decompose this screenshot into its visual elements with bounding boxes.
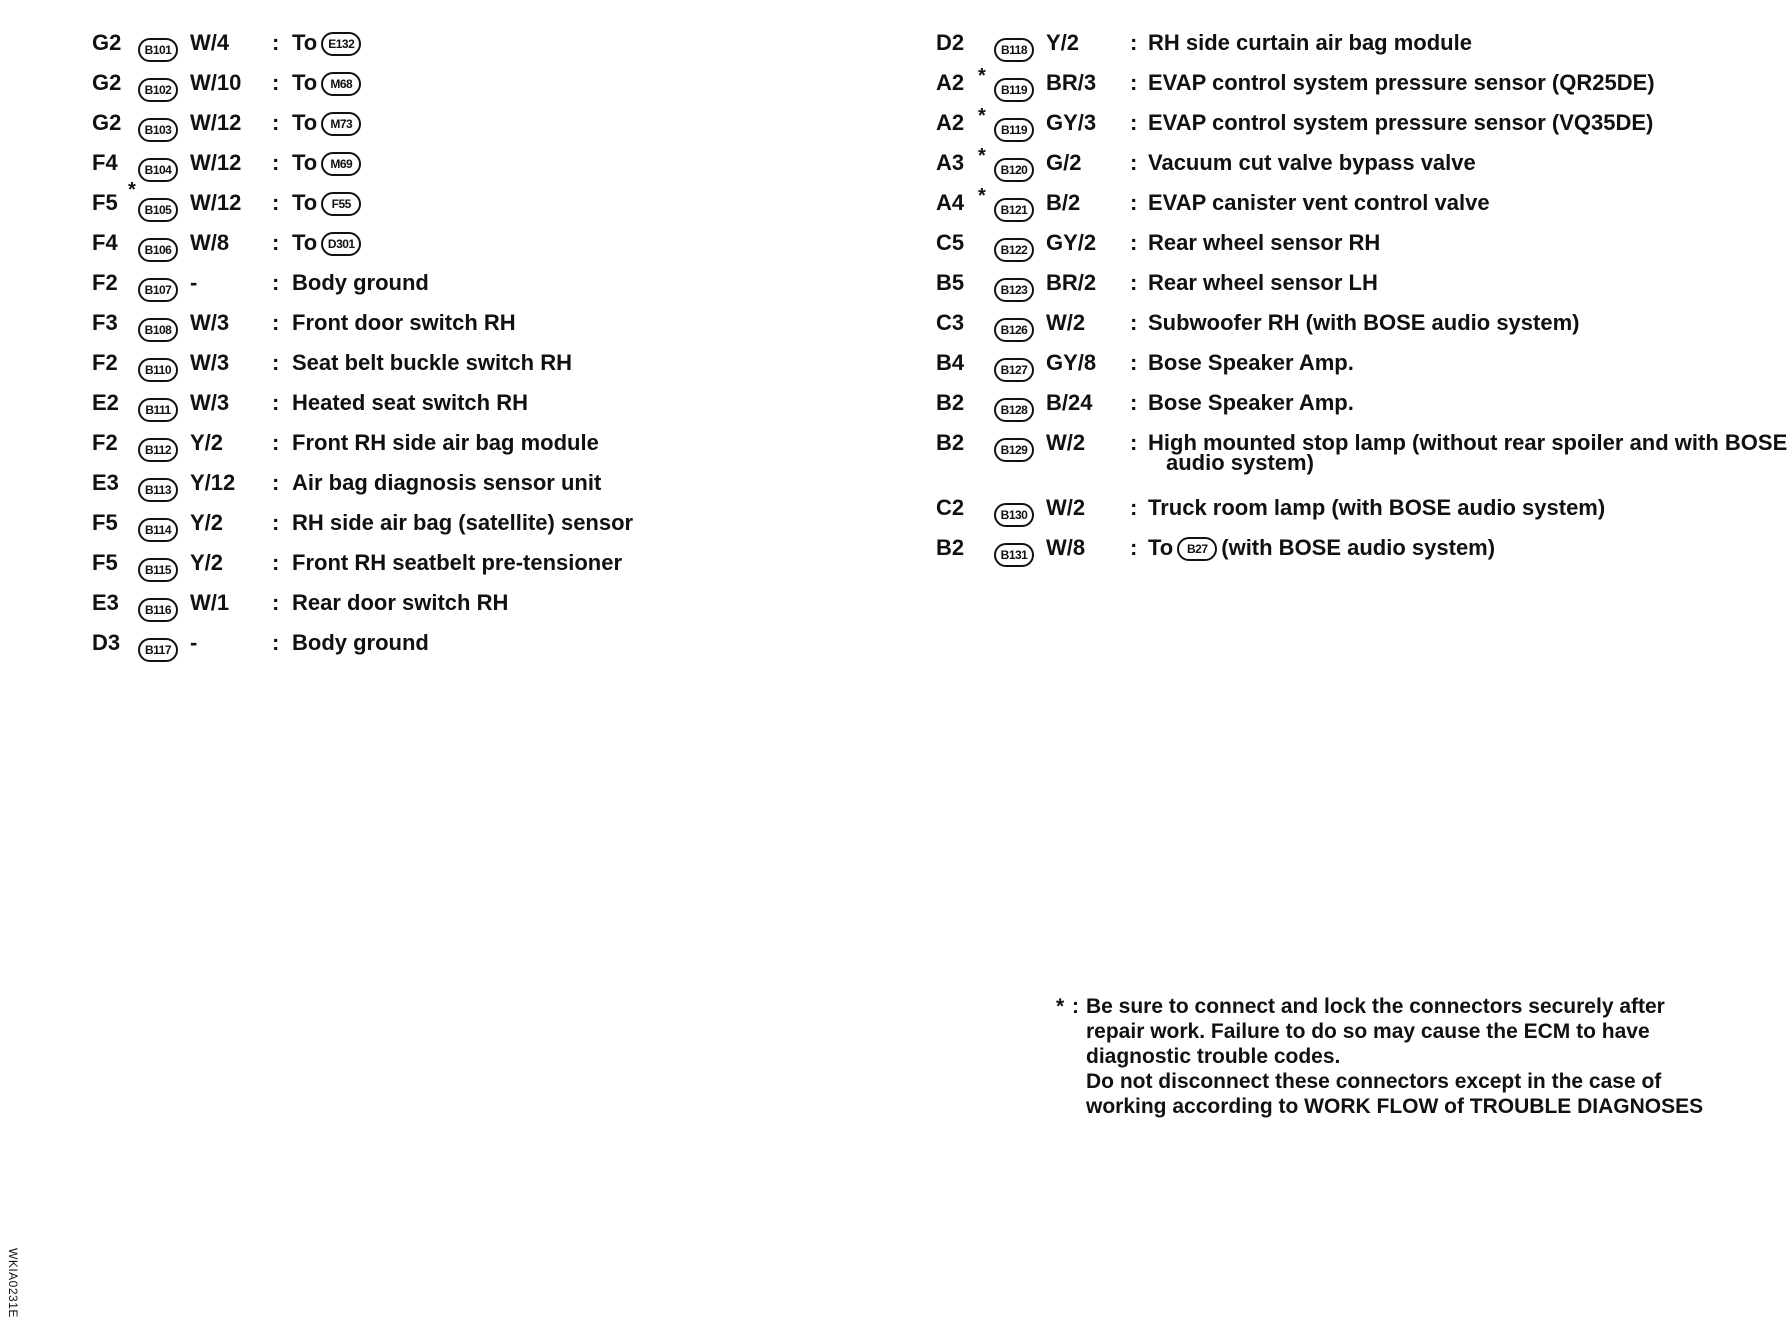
description [292, 584, 508, 622]
colon-separator: : [272, 550, 280, 575]
description-text: RH side curtain air bag module [1148, 30, 1472, 55]
connector-badge: B115 [138, 558, 178, 582]
wire-spec: Y/2 [190, 430, 224, 455]
description [292, 304, 516, 342]
wire-spec: W/2 [1046, 495, 1086, 520]
connector-row [936, 489, 1786, 529]
description [1148, 64, 1655, 102]
target-connector-badge: E132 [321, 32, 361, 56]
connector-row [92, 584, 852, 624]
wire-spec: Y/2 [190, 510, 224, 535]
connector-badge: B120 [994, 158, 1034, 182]
description-text: Bose Speaker Amp. [1148, 350, 1354, 375]
connector-id [138, 110, 178, 148]
description-text: Body ground [292, 270, 429, 295]
colon-separator: : [272, 510, 280, 535]
colon-separator: : [272, 590, 280, 615]
target-connector-badge: D301 [321, 232, 361, 256]
colon-separator: : [272, 190, 280, 215]
wire-spec: - [190, 270, 198, 295]
description-text: Front RH side air bag module [292, 430, 599, 455]
connector-id [138, 350, 178, 388]
connector-id [994, 350, 1034, 388]
colon-separator: : [1130, 150, 1138, 175]
wire-spec: W/8 [190, 230, 230, 255]
wire-spec: BR/2 [1046, 270, 1097, 295]
connector-badge: B113 [138, 478, 178, 502]
wire-spec: W/10 [190, 70, 242, 95]
grid-reference: F4 [92, 230, 118, 255]
colon-separator: : [272, 70, 280, 95]
colon-separator: : [272, 270, 280, 295]
description [292, 624, 429, 662]
description [292, 104, 365, 142]
description-text: EVAP control system pressure sensor (QR25DE) [1148, 70, 1655, 95]
grid-reference: G2 [92, 110, 122, 135]
note-line: Do not disconnect these connectors except in the case of [1086, 1070, 1662, 1093]
connector-row [92, 304, 852, 344]
colon-separator: : [1130, 310, 1138, 335]
colon-separator: : [272, 110, 280, 135]
connector-id [994, 390, 1034, 428]
description [292, 424, 599, 462]
description [1148, 184, 1490, 222]
connector-badge: B102 [138, 78, 178, 102]
grid-reference: E3 [92, 470, 119, 495]
connector-id [138, 70, 178, 108]
wire-spec: Y/2 [190, 550, 224, 575]
colon-separator: : [272, 630, 280, 655]
connector-badge: B110 [138, 358, 178, 382]
connector-row [92, 64, 852, 104]
description [292, 344, 572, 382]
connector-id [994, 150, 1034, 188]
grid-reference: B4 [936, 350, 965, 375]
description-text: Rear door switch RH [292, 590, 509, 615]
connector-badge: B119 [994, 78, 1034, 102]
connector-id [138, 470, 178, 508]
wire-spec: W/12 [190, 150, 242, 175]
colon-separator: : [1130, 230, 1138, 255]
connector-id [994, 110, 1034, 148]
note-line: diagnostic trouble codes. [1086, 1045, 1341, 1068]
description-text: RH side air bag (satellite) sensor [292, 510, 634, 535]
connector-row [936, 224, 1786, 264]
description [1148, 489, 1605, 527]
description [292, 464, 601, 502]
colon-separator: : [1130, 535, 1138, 560]
colon-separator: : [272, 470, 280, 495]
connector-badge: B104 [138, 158, 178, 182]
description [292, 504, 633, 542]
description [1148, 104, 1653, 142]
connector-id [994, 70, 1034, 108]
connector-id [138, 510, 178, 548]
wire-spec: W/2 [1046, 310, 1086, 335]
connector-row [936, 264, 1786, 304]
description-text: Air bag diagnosis sensor unit [292, 470, 602, 495]
connector-row [92, 104, 852, 144]
connector-badge: B122 [994, 238, 1034, 262]
grid-reference: F2 [92, 430, 118, 455]
wire-spec: Y/12 [190, 470, 236, 495]
connector-badge: B127 [994, 358, 1034, 382]
grid-reference: A2 [936, 70, 965, 95]
connector-badge: B105 [138, 198, 178, 222]
grid-reference: F4 [92, 150, 118, 175]
description [1148, 529, 1495, 567]
target-connector-badge: M73 [321, 112, 361, 136]
grid-reference: F2 [92, 270, 118, 295]
colon-separator: : [272, 230, 280, 255]
wire-spec: W/3 [190, 350, 230, 375]
colon-separator: : [1130, 270, 1138, 295]
grid-reference: E2 [92, 390, 119, 415]
description-text: To [292, 150, 318, 175]
connector-badge: B106 [138, 238, 178, 262]
connector-badge: B119 [994, 118, 1034, 142]
description [1148, 264, 1378, 302]
connector-badge: B116 [138, 598, 178, 622]
colon-separator: : [1130, 30, 1138, 55]
connector-badge: B111 [138, 398, 178, 422]
connector-id [138, 430, 178, 468]
grid-reference: E3 [92, 590, 119, 615]
connector-row [936, 424, 1786, 489]
grid-reference: C2 [936, 495, 965, 520]
description-text: Body ground [292, 630, 429, 655]
connector-id [138, 550, 178, 588]
grid-reference: B2 [936, 430, 965, 455]
description-text: Subwoofer RH (with BOSE audio system) [1148, 310, 1580, 335]
lock-star-icon: * [978, 185, 986, 207]
description [1148, 304, 1579, 342]
wire-spec: B/2 [1046, 190, 1081, 215]
grid-reference: B2 [936, 390, 965, 415]
description-text: Rear wheel sensor LH [1148, 270, 1378, 295]
grid-reference: F3 [92, 310, 118, 335]
connector-id [138, 390, 178, 428]
connector-row [92, 504, 852, 544]
connector-badge: B117 [138, 638, 178, 662]
grid-reference: A4 [936, 190, 965, 215]
connector-id [138, 630, 178, 668]
connector-row [936, 64, 1786, 104]
description [292, 264, 429, 302]
connector-list-left [92, 24, 852, 664]
description-text: EVAP canister vent control valve [1148, 190, 1490, 215]
connector-badge: B126 [994, 318, 1034, 342]
grid-reference: F5 [92, 550, 118, 575]
wire-spec: G/2 [1046, 150, 1082, 175]
colon-separator: : [272, 150, 280, 175]
colon-separator: : [272, 30, 280, 55]
connector-id [138, 310, 178, 348]
connector-badge: B129 [994, 438, 1034, 462]
connector-id [994, 310, 1034, 348]
connector-id [994, 30, 1034, 68]
connector-id [994, 190, 1034, 228]
description-text: Truck room lamp (with BOSE audio system) [1148, 495, 1606, 520]
description-text: Seat belt buckle switch RH [292, 350, 572, 375]
description-text: To [292, 190, 318, 215]
wire-spec: W/3 [190, 390, 230, 415]
connector-row [92, 179, 852, 224]
connector-row [92, 224, 852, 264]
connector-badge: B118 [994, 38, 1034, 62]
connector-list-right [936, 24, 1786, 569]
wire-spec: GY/8 [1046, 350, 1097, 375]
connector-badge: B121 [994, 198, 1034, 222]
connector-badge: B130 [994, 503, 1034, 527]
grid-reference: C3 [936, 310, 965, 335]
connector-row [92, 24, 852, 64]
wire-spec: B/24 [1046, 390, 1093, 415]
description-text: To [292, 230, 318, 255]
connector-row [936, 344, 1786, 384]
wire-spec: Y/2 [1046, 30, 1080, 55]
note-text [1086, 994, 1756, 1119]
grid-reference: F2 [92, 350, 118, 375]
description-text: Front door switch RH [292, 310, 516, 335]
connector-badge: B131 [994, 543, 1034, 567]
description [292, 544, 622, 582]
connector-id [994, 495, 1034, 533]
grid-reference: C5 [936, 230, 965, 255]
note-line: Be sure to connect and lock the connectors securely after [1086, 995, 1665, 1018]
note-colon: : [1072, 995, 1079, 1018]
grid-reference: F5 [92, 510, 118, 535]
connector-id [138, 230, 178, 268]
grid-reference: F5 [92, 190, 118, 215]
connector-row [936, 529, 1786, 569]
wire-spec: W/12 [190, 110, 242, 135]
connector-row [936, 144, 1786, 184]
wire-spec: W/8 [1046, 535, 1086, 560]
wire-spec: W/1 [190, 590, 230, 615]
colon-separator: : [1130, 430, 1138, 455]
connector-badge: B114 [138, 518, 178, 542]
connector-badge: B107 [138, 278, 178, 302]
connector-id [994, 535, 1034, 573]
connector-id [138, 270, 178, 308]
description [292, 24, 365, 62]
colon-separator: : [272, 310, 280, 335]
connector-id [994, 270, 1034, 308]
grid-reference: A2 [936, 110, 965, 135]
description-continued: audio system) [1166, 450, 1314, 475]
description-text: EVAP control system pressure sensor (VQ35DE) [1148, 110, 1654, 135]
description [292, 384, 528, 422]
grid-reference: G2 [92, 70, 122, 95]
wire-spec: GY/2 [1046, 230, 1097, 255]
connector-id [138, 30, 178, 68]
description-text: To [292, 70, 318, 95]
connector-row [92, 144, 852, 184]
connector-id [138, 150, 178, 188]
wire-spec: W/4 [190, 30, 230, 55]
description [1148, 144, 1476, 182]
target-connector-badge: M68 [321, 72, 361, 96]
wire-spec: - [190, 630, 198, 655]
grid-reference: A3 [936, 150, 965, 175]
colon-separator: : [272, 390, 280, 415]
lock-star-icon: * [978, 65, 986, 87]
connector-row [92, 464, 852, 504]
connector-row [92, 344, 852, 384]
colon-separator: : [272, 430, 280, 455]
description-text: Front RH seatbelt pre-tensioner [292, 550, 623, 575]
grid-reference: G2 [92, 30, 122, 55]
description-text: To [292, 30, 318, 55]
target-connector-badge: M69 [321, 152, 361, 176]
colon-separator: : [1130, 495, 1138, 520]
target-connector-badge: F55 [321, 192, 361, 216]
description [1148, 344, 1354, 382]
grid-reference: D2 [936, 30, 965, 55]
colon-separator: : [1130, 190, 1138, 215]
note-line: working according to WORK FLOW of TROUBLE DIAGNOSES [1086, 1095, 1704, 1118]
description [1148, 384, 1354, 422]
figure-code: WKIA0231E [6, 1248, 20, 1318]
description [292, 224, 365, 262]
grid-reference: D3 [92, 630, 121, 655]
description-text: Bose Speaker Amp. [1148, 390, 1354, 415]
lock-star-icon: * [978, 105, 986, 127]
description [1148, 24, 1472, 62]
description-text: High mounted stop lamp (without rear spoiler and with BOSE [1148, 430, 1788, 455]
connector-id [138, 590, 178, 628]
description-text: To [1148, 535, 1174, 560]
description-text: Rear wheel sensor RH [1148, 230, 1381, 255]
connector-row [92, 624, 852, 664]
target-connector-badge: B27 [1177, 537, 1217, 561]
description-suffix: (with BOSE audio system) [1221, 535, 1496, 560]
connector-row [936, 24, 1786, 64]
grid-reference: B5 [936, 270, 965, 295]
note-line: repair work. Failure to do so may cause the ECM to have [1086, 1020, 1650, 1043]
colon-separator: : [1130, 350, 1138, 375]
description-text: To [292, 110, 318, 135]
connector-badge: B101 [138, 38, 178, 62]
lock-star-icon: * [128, 179, 136, 201]
wire-spec: GY/3 [1046, 110, 1097, 135]
colon-separator: : [1130, 110, 1138, 135]
description [292, 144, 365, 182]
grid-reference: B2 [936, 535, 965, 560]
colon-separator: : [272, 350, 280, 375]
description [1148, 224, 1380, 262]
wire-spec: W/12 [190, 190, 242, 215]
connector-row [936, 104, 1786, 144]
connector-id [994, 430, 1034, 468]
description-text: Heated seat switch RH [292, 390, 528, 415]
connector-row [92, 544, 852, 584]
wire-spec: BR/3 [1046, 70, 1097, 95]
connector-row [92, 384, 852, 424]
connector-badge: B123 [994, 278, 1034, 302]
connector-row [92, 264, 852, 304]
connector-row [92, 424, 852, 464]
description-text: Vacuum cut valve bypass valve [1148, 150, 1476, 175]
connector-badge: B103 [138, 118, 178, 142]
lock-star-icon: * [978, 145, 986, 167]
connector-id [138, 190, 178, 228]
wire-spec: W/3 [190, 310, 230, 335]
colon-separator: : [1130, 70, 1138, 95]
connector-badge: B108 [138, 318, 178, 342]
caution-note [1056, 994, 1756, 1119]
connector-badge: B112 [138, 438, 178, 462]
connector-id [994, 230, 1034, 268]
note-star: * [1056, 995, 1065, 1018]
connector-badge: B128 [994, 398, 1034, 422]
description [292, 184, 365, 222]
colon-separator: : [1130, 390, 1138, 415]
wire-spec: W/2 [1046, 430, 1086, 455]
connector-row [936, 304, 1786, 344]
connector-row [936, 184, 1786, 224]
description [292, 64, 365, 102]
connector-row [936, 384, 1786, 424]
